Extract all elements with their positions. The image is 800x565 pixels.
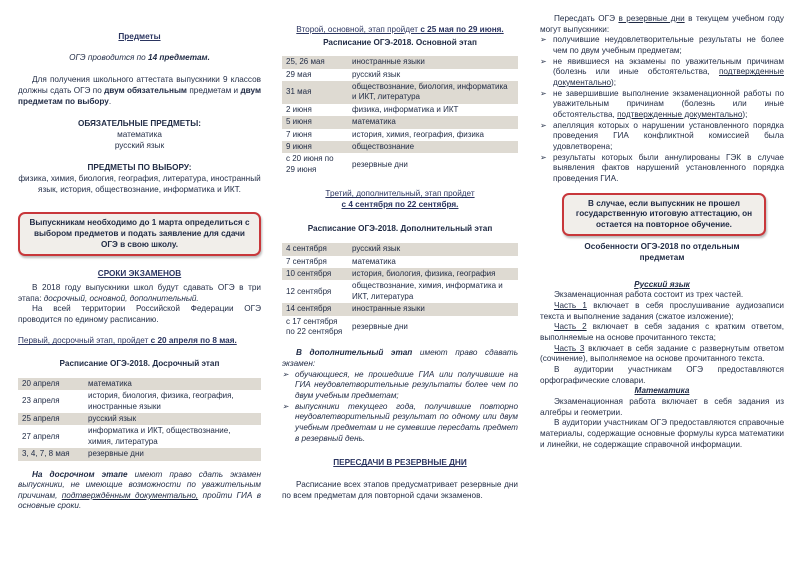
russian-part-3 [540,344,784,365]
schedule-subjects: математика [348,116,518,128]
mandatory-title: ОБЯЗАТЕЛЬНЫЕ ПРЕДМЕТЫ: [78,119,201,129]
table-row [18,390,261,413]
list-item-text: не завершившие выполнение экзаменационной работы по уважительным причинам (болезнь или иные обстоятельства, [553,88,784,119]
schedule-date: 9 июня [282,141,348,153]
early-stage-dates [18,336,261,347]
table-row [282,56,518,68]
add-stage-rest: имеют право сдавать экзамен: [282,348,518,368]
schedule-date: 27 апреля [18,425,84,448]
subjects-count [18,53,261,64]
part1-label: Часть 1 [554,301,587,311]
schedule-subjects: обществознание, биология, информатика и ИКТ, литература [348,81,518,104]
schedule-subjects: информатика и ИКТ, обществознание, химия, литература [84,425,261,448]
list-item [540,89,784,121]
list-item-underlined: подтвержденные документально [553,67,784,87]
stages-text: В 2018 году выпускники школ будут сдавать ОГЭ в три этапа: [18,282,261,303]
schedule-date: 25 апреля [18,413,84,425]
column-right [540,0,784,450]
table-row [18,448,261,460]
early-stage-end: пройти ГИА в основные сроки. [18,490,261,511]
table-row [282,243,518,255]
reserve-text: Расписание всех этапов предусматривает резервные дни по всем предметам для повторной сдачи экзаменов. [282,479,518,500]
elective-title: ПРЕДМЕТЫ ПО ВЫБОРУ: [87,163,192,173]
table-row [282,116,518,128]
add-pre: Третий, дополнительный, этап пройдет [325,189,475,199]
early-schedule-title: Расписание ОГЭ-2018. Досрочный этап [59,359,220,369]
notice-box: Выпускникам необходимо до 1 марта определиться с выбором предметов и подать заявление для сдачи ОГЭ в свою школу. [18,212,261,256]
schedule-note: На всей территории Российской Федерации ОГЭ проводится по единому расписанию. [18,304,261,324]
table-row [282,81,518,104]
list-item [540,35,784,56]
schedule-subjects: русский язык [348,69,518,81]
main-stage-dates [282,25,518,36]
schedule-subjects: обществознание, химия, информатика и ИКТ, литература [348,280,518,303]
mandatory-subject-2: русский язык [114,140,165,150]
reserve-title: ПЕРЕСДАЧИ В РЕЗЕРВНЫЕ ДНИ [333,458,467,468]
schedule-date: 10 сентября [282,268,348,280]
main-schedule-table [282,56,518,176]
add-stage-list [282,370,518,445]
russian-part-2 [540,322,784,343]
schedule-date: 12 сентября [282,280,348,303]
part3-label: Часть 3 [554,343,585,353]
schedule-subjects: резервные дни [348,316,518,339]
part2-text: включает в себя задания с кратким ответом, выполняемые на основе прочитанного текста; [540,322,785,343]
schedule-subjects: история, химия, география, физика [348,129,518,141]
schedule-date: 2 июня [282,104,348,116]
table-row [282,129,518,141]
schedule-date: 4 сентября [282,243,348,255]
russian-title: Русский язык [634,279,690,289]
early-stage-paragraph [18,470,261,513]
schedule-subjects: резервные дни [84,448,261,460]
retake-intro [540,14,784,35]
cert-bold-1: двум обязательным [104,85,187,95]
list-item: ➢ обучающиеся, не прошедшие ГИА или получившие на ГИА неудовлетворительные результаты более чем по двум учебным предметам; [282,370,518,402]
part2-label: Часть 2 [554,322,587,332]
early-schedule-table [18,378,261,461]
part1-text: включает в себя прослушивание аудиозаписи текста и выполнение задания (сжатое изложение); [540,301,784,321]
list-item-text: апелляция которых о нарушении установленного порядка проведения ГИА конфликтной комиссией была удовлетворена; [553,120,784,151]
schedule-date: 14 сентября [282,303,348,315]
schedule-subjects: резервные дни [348,153,518,176]
add-stage-paragraph [282,348,518,369]
deadlines-title: СРОКИ ЭКЗАМЕНОВ [97,269,182,279]
list-item-text: результаты которых были аннулированы ГЭК в случае выявления фактов нарушений установленного порядка проведения ГИА. [553,152,784,183]
early-stage-label: На досрочном этапе [32,469,128,479]
table-row [282,303,518,315]
math-intro: Экзаменационная работа включает в себя задания из алгебры и геометрии. [540,397,784,417]
cert-mid: предметам и [187,85,241,95]
add-stage-label: В дополнительный этап [296,348,413,358]
table-row [18,425,261,448]
math-auditorium: В аудитории участникам ОГЭ предоставляются справочные материалы, содержащие основные формулы курса математики и линейки, не содержащие справочной информации. [540,418,784,449]
table-row [282,153,518,176]
schedule-subjects: математика [348,256,518,268]
list-item [540,153,784,185]
schedule-subjects: русский язык [348,243,518,255]
subjects-title: Предметы [118,32,161,41]
list-item-text: получившие неудовлетворительные результаты не более чем по двум учебным предметам; [553,35,784,55]
list-item-end: ); [742,109,748,119]
table-row [282,256,518,268]
stages-italic: досрочный, основной, дополнительный. [43,293,199,303]
cert-pre: Для получения школьного аттестата выпускники 9 классов должны сдать ОГЭ по [18,75,261,95]
schedule-subjects: математика [84,378,261,390]
schedule-date: 25, 26 мая [282,56,348,68]
schedule-subjects: история, биология, физика, география [348,268,518,280]
table-row [282,69,518,81]
schedule-date: с 17 сентября по 22 сентября [282,316,348,339]
elective-list: физика, химия, биология, география, литература, иностранный язык, история, обществознание, информатика и ИКТ. [18,173,261,194]
retake-end: в текущем учебном году могут выпускники: [540,14,784,34]
russian-part-1 [540,301,784,322]
schedule-subjects: русский язык [84,413,261,425]
features-title: Особенности ОГЭ-2018 по отдельным предметам [584,242,740,263]
schedule-date: 23 апреля [18,390,84,413]
fail-notice-box: В случае, если выпускник не прошел государственную итоговую аттестацию, он остается на повторное обучение. [562,193,766,237]
early-stage-mid: имеют право сдать экзамен выпускники, не имеющие возможности по уважительным причинам, [18,469,261,500]
schedule-date: 20 апреля [18,378,84,390]
add-schedule-table [282,243,518,338]
add-stage-dates [282,189,518,210]
main-pre: Второй, основной, этап пройдет [296,25,421,34]
mandatory-subject-1: математика [117,129,162,139]
cert-end: . [108,96,112,106]
stages-paragraph [18,283,261,304]
schedule-date: 3, 4, 7, 8 мая [18,448,84,460]
retake-underlined: в резервные дни [618,14,685,23]
russian-intro: Экзаменационная работа состоит из трех частей. [554,290,744,300]
math-title: Математика [634,386,690,396]
table-row [18,378,261,390]
certificate-paragraph [18,75,261,107]
table-row [282,280,518,303]
schedule-date: 5 июня [282,116,348,128]
schedule-subjects: обществознание [348,141,518,153]
list-item-underlined: подтвержденные документально [617,109,743,119]
schedule-date: 31 мая [282,81,348,104]
early-stage-underlined: подтверждённым документально, [61,490,199,500]
table-row [18,413,261,425]
early-pre: Первый, досрочный этап, пройдет [18,336,151,346]
schedule-subjects: физика, информатика и ИКТ [348,104,518,116]
subjects-count-text: ОГЭ проводится по [69,52,149,62]
schedule-date: 7 сентября [282,256,348,268]
retake-pre: Пересдать ОГЭ [554,14,619,23]
schedule-date: 29 мая [282,69,348,81]
table-row [282,316,518,339]
list-item: ➢ выпускники текущего года, получившие повторно неудовлетворительный результат по одному или двум учебным предметам и не сумевшие пересдать предмет в резервный день. [282,402,518,445]
early-dates: с 20 апреля по 8 мая. [150,336,237,346]
subjects-count-bold: 14 предметам. [148,52,210,62]
russian-auditorium: В аудитории участникам ОГЭ предоставляются орфографические словари. [540,365,784,385]
part3-text: включает в себя задание с развернутым ответом (сочинение), выполняемое на основе прочитанного текста. [540,343,784,364]
list-item [540,121,784,153]
schedule-subjects: история, биология, физика, география, иностранные языки [84,390,261,413]
table-row [282,141,518,153]
table-row [282,268,518,280]
cert-bold-2: двум предметам по выбору [18,85,261,106]
main-schedule-title: Расписание ОГЭ-2018. Основной этап [323,37,477,47]
table-row [282,104,518,116]
add-dates: с 4 сентября по 22 сентября. [341,199,459,209]
column-left [18,0,261,512]
retake-list [540,35,784,184]
list-item [540,57,784,89]
main-dates: с 25 мая по 29 июня. [420,25,504,34]
schedule-date: 7 июня [282,129,348,141]
schedule-subjects: иностранные языки [348,56,518,68]
add-schedule-title: Расписание ОГЭ-2018. Дополнительный этап [307,223,493,233]
list-item-end: ); [611,77,617,87]
list-item-text: не явившиеся на экзамены по уважительным причинам (болезнь или иные обстоятельства, [553,56,784,77]
schedule-date: с 20 июня по 29 июня [282,153,348,176]
column-middle [282,0,518,501]
schedule-subjects: иностранные языки [348,303,518,315]
